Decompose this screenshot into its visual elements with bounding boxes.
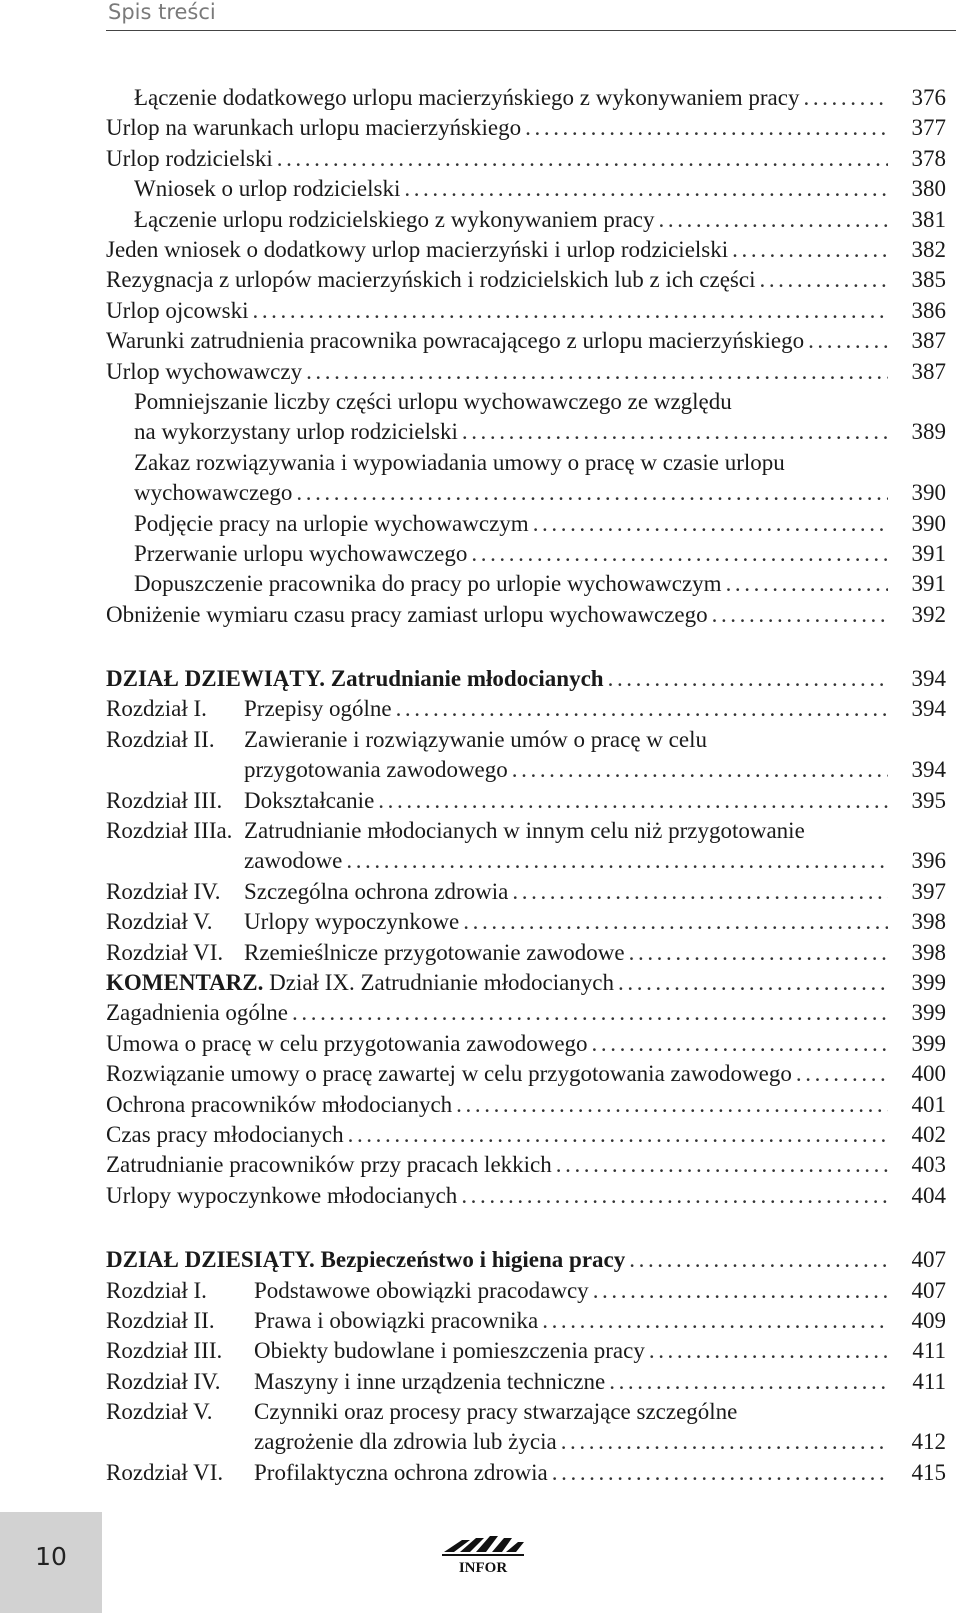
toc-entry — [106, 326, 946, 356]
toc-page-number: 399 — [911, 1030, 946, 1056]
dot-leader — [645, 1336, 888, 1366]
toc-chapter-label: Rozdział II. — [106, 1307, 215, 1333]
toc-entry-title: Urlopy wypoczynkowe młodocianych — [106, 1182, 458, 1208]
toc-page-number: 390 — [911, 510, 946, 536]
toc-entry-title: Zatrudnianie pracowników przy pracach lekkich — [106, 1152, 552, 1178]
toc-entry — [106, 907, 946, 937]
toc-entry-title: Zakaz rozwiązywania i wypowiadania umowy o pracę w czasie urlopu — [134, 449, 785, 475]
dot-leader — [538, 1306, 888, 1336]
toc-entry-title: Urlop na warunkach urlopu macierzyńskiego — [106, 115, 522, 141]
table-of-contents — [106, 83, 946, 1488]
toc-page-number: 407 — [911, 1277, 946, 1303]
toc-chapter-label: Rozdział V. — [106, 1399, 213, 1425]
toc-entry — [106, 1090, 946, 1120]
toc-entry-title: Przepisy ogólne — [244, 696, 392, 722]
toc-page-number: 389 — [911, 419, 946, 445]
toc-entry — [106, 1336, 946, 1366]
toc-page-number: 398 — [911, 909, 946, 935]
dot-leader — [708, 600, 888, 630]
dot-leader — [529, 509, 888, 539]
dot-leader — [288, 998, 888, 1028]
toc-page-number: 402 — [911, 1121, 946, 1147]
toc-page-number: 403 — [911, 1152, 946, 1178]
toc-page-number: 407 — [911, 1247, 946, 1273]
toc-entry-title: Zagadnienia ogólne — [106, 1000, 289, 1026]
toc-chapter-label: Rozdział III. — [106, 787, 223, 813]
toc-entry — [106, 448, 946, 509]
toc-entry-title-cont: zawodowe — [244, 848, 343, 874]
dot-leader — [804, 326, 888, 356]
dot-leader — [552, 1150, 888, 1180]
page-number-box — [0, 1512, 102, 1613]
toc-entry-title: Warunki zatrudnienia pracownika powracającego z urlopu macierzyńskiego — [106, 328, 805, 354]
toc-page-number: 391 — [911, 571, 946, 597]
toc-entry — [106, 387, 946, 448]
dot-leader — [457, 1181, 888, 1211]
toc-entry — [106, 1306, 946, 1336]
dot-leader — [374, 786, 888, 816]
toc-page-number: 398 — [911, 939, 946, 965]
toc-entry — [106, 664, 946, 694]
toc-entry-title — [106, 968, 614, 998]
dot-leader — [604, 664, 888, 694]
toc-entry-title: DZIAŁ DZIEWIĄTY. Zatrudnianie młodocianych — [106, 666, 604, 692]
toc-entry-title: Urlop ojcowski — [106, 297, 249, 323]
toc-entry — [106, 1029, 946, 1059]
toc-page-number: 411 — [912, 1338, 946, 1364]
toc-chapter-label: Rozdział VI. — [106, 1459, 224, 1485]
toc-entry-title: Profilaktyczna ochrona zdrowia — [254, 1459, 548, 1485]
toc-entry-title: Maszyny i inne urządzenia techniczne — [254, 1368, 606, 1394]
dot-leader — [508, 755, 888, 785]
toc-page-number: 381 — [911, 206, 946, 232]
toc-entry — [106, 235, 946, 265]
dot-leader — [728, 235, 888, 265]
toc-page-number: 412 — [911, 1429, 946, 1455]
dot-leader — [625, 1245, 888, 1275]
toc-entry — [106, 265, 946, 295]
toc-page-number: 409 — [911, 1307, 946, 1333]
toc-entry — [106, 205, 946, 235]
toc-entry — [106, 357, 946, 387]
toc-entry — [106, 1120, 946, 1150]
toc-entry — [106, 296, 946, 326]
dot-leader — [614, 968, 888, 998]
dot-leader — [548, 1458, 888, 1488]
toc-page-number: 397 — [911, 878, 946, 904]
dot-leader — [557, 1427, 888, 1457]
toc-entry — [106, 600, 946, 630]
toc-page-number: 376 — [911, 85, 946, 110]
toc-entry-title: Rozwiązanie umowy o pracę zawartej w celu przygotowania zawodowego — [106, 1061, 792, 1087]
section-gap — [106, 630, 946, 664]
toc-entry-title: Dokształcanie — [244, 787, 375, 813]
dot-leader — [344, 1120, 888, 1150]
toc-entry-title: Urlopy wypoczynkowe — [244, 909, 460, 935]
toc-entry-title-cont: przygotowania zawodowego — [244, 757, 508, 783]
toc-chapter-label: Rozdział V. — [106, 909, 213, 935]
dot-leader — [588, 1029, 888, 1059]
dot-leader — [452, 1090, 888, 1120]
toc-entry — [106, 1245, 946, 1275]
toc-page-number: 386 — [911, 297, 946, 323]
dot-leader — [655, 205, 889, 235]
toc-page-number: 411 — [912, 1368, 946, 1394]
toc-page-number: 401 — [911, 1091, 946, 1117]
toc-entry-title: Podstawowe obowiązki pracodawcy — [254, 1277, 589, 1303]
toc-entry-title: Rzemieślnicze przygotowanie zawodowe — [244, 939, 625, 965]
toc-entry-title: Urlop wychowawczy — [106, 358, 303, 384]
running-header — [106, 0, 956, 31]
toc-entry — [106, 1059, 946, 1089]
dot-leader — [755, 265, 888, 295]
toc-entry — [106, 1276, 946, 1306]
toc-entry — [106, 83, 946, 113]
toc-entry — [106, 1150, 946, 1180]
toc-entry-title: Prawa i obowiązki pracownika — [254, 1307, 539, 1333]
toc-entry — [106, 1367, 946, 1397]
toc-entry-bold-prefix: KOMENTARZ. — [106, 970, 264, 995]
toc-entry — [106, 1458, 946, 1488]
toc-entry-title: Ochrona pracowników młodocianych — [106, 1091, 453, 1117]
toc-entry-title: Podjęcie pracy na urlopie wychowawczym — [134, 510, 529, 536]
page-number: 10 — [35, 1542, 67, 1571]
toc-entry-title-cont: wychowawczego — [134, 480, 293, 506]
dot-leader — [458, 417, 888, 447]
toc-page-number: 394 — [911, 757, 946, 783]
dot-leader — [799, 83, 888, 113]
toc-entry — [106, 998, 946, 1028]
dot-leader — [605, 1367, 888, 1397]
toc-entry-title: Pomniejszanie liczby części urlopu wychowawczego ze względu — [134, 388, 732, 414]
toc-page-number: 390 — [911, 480, 946, 506]
dot-leader — [792, 1059, 888, 1089]
dot-leader — [521, 113, 888, 143]
dot-leader — [248, 296, 888, 326]
toc-chapter-label: Rozdział II. — [106, 726, 215, 752]
toc-entry — [106, 113, 946, 143]
dot-leader — [508, 877, 888, 907]
toc-entry — [106, 144, 946, 174]
dot-leader — [625, 938, 888, 968]
toc-page-number: 399 — [911, 1000, 946, 1026]
dot-leader — [459, 907, 888, 937]
toc-entry — [106, 877, 946, 907]
toc-entry-title: Umowa o pracę w celu przygotowania zawodowego — [106, 1030, 588, 1056]
toc-entry-title: Czas pracy młodocianych — [106, 1121, 344, 1147]
toc-entry-title-cont: na wykorzystany urlop rodzicielski — [134, 419, 458, 445]
toc-entry — [106, 569, 946, 599]
dot-leader — [342, 846, 888, 876]
toc-entry — [106, 725, 946, 786]
toc-entry-title: DZIAŁ DZIESIĄTY. Bezpieczeństwo i higiena pracy — [106, 1247, 626, 1273]
toc-page-number: 382 — [911, 236, 946, 262]
toc-entry-title: Przerwanie urlopu wychowawczego — [134, 540, 468, 566]
dot-leader — [273, 144, 888, 174]
toc-entry — [106, 694, 946, 724]
toc-entry-title: Łączenie dodatkowego urlopu macierzyńskiego z wykonywaniem pracy — [134, 85, 800, 110]
toc-entry-title: Wniosek o urlop rodzicielski — [134, 176, 401, 202]
dot-leader — [302, 357, 888, 387]
toc-entry-title: Czynniki oraz procesy pracy stwarzające szczególne — [254, 1399, 738, 1425]
toc-page-number: 387 — [911, 328, 946, 354]
toc-page-number: 378 — [911, 145, 946, 171]
toc-page-number: 377 — [911, 115, 946, 141]
toc-page-number: 415 — [911, 1459, 946, 1485]
toc-page-number: 392 — [911, 601, 946, 627]
toc-page-number: 387 — [911, 358, 946, 384]
toc-page-number: 394 — [911, 696, 946, 722]
toc-entry-title: Urlop rodzicielski — [106, 145, 273, 171]
toc-entry — [106, 509, 946, 539]
toc-entry-title: Obniżenie wymiaru czasu pracy zamiast urlopu wychowawczego — [106, 601, 708, 627]
logo-text: INFOR — [458, 1560, 508, 1576]
toc-entry-title-cont: zagrożenie dla zdrowia lub życia — [254, 1429, 557, 1455]
toc-entry — [106, 1181, 946, 1211]
toc-page-number: 400 — [911, 1061, 946, 1087]
toc-entry — [106, 816, 946, 877]
dot-leader — [400, 174, 888, 204]
toc-page-number: 385 — [911, 267, 946, 293]
toc-entry — [106, 938, 946, 968]
toc-entry-title: Szczególna ochrona zdrowia — [244, 878, 509, 904]
dot-leader — [589, 1276, 888, 1306]
toc-entry-title: Obiekty budowlane i pomieszczenia pracy — [254, 1338, 645, 1364]
toc-entry — [106, 539, 946, 569]
toc-chapter-label: Rozdział I. — [106, 1277, 207, 1303]
toc-entry — [106, 968, 946, 998]
toc-entry-title: Dopuszczenie pracownika do pracy po urlopie wychowawczym — [134, 571, 722, 597]
toc-page-number: 391 — [911, 540, 946, 566]
toc-chapter-label: Rozdział I. — [106, 696, 207, 722]
toc-page-number: 399 — [911, 970, 946, 995]
infor-logo — [440, 1532, 526, 1576]
toc-page-number: 396 — [911, 848, 946, 874]
toc-page-number: 380 — [911, 176, 946, 202]
toc-entry — [106, 174, 946, 204]
dot-leader — [467, 539, 888, 569]
dot-leader — [292, 478, 888, 508]
toc-page-number: 394 — [911, 666, 946, 692]
toc-entry — [106, 786, 946, 816]
toc-chapter-label: Rozdział IIIa. — [106, 818, 233, 844]
toc-chapter-label: Rozdział IV. — [106, 1368, 221, 1394]
toc-entry-title: Jeden wniosek o dodatkowy urlop macierzyński i urlop rodzicielski — [106, 236, 729, 262]
header-title: Spis treści — [108, 0, 216, 24]
dot-leader — [392, 694, 888, 724]
toc-entry-title: Rezygnacja z urlopów macierzyńskich i rodzicielskich lub z ich części — [106, 267, 756, 293]
toc-page-number: 404 — [911, 1182, 946, 1208]
toc-page-number: 395 — [911, 787, 946, 813]
toc-entry — [106, 1397, 946, 1458]
toc-entry-title: Zatrudnianie młodocianych w innym celu niż przygotowanie — [244, 818, 805, 844]
section-gap — [106, 1211, 946, 1245]
toc-entry-title: Zawieranie i rozwiązywanie umów o pracę w celu — [244, 726, 707, 752]
toc-chapter-label: Rozdział VI. — [106, 939, 224, 965]
toc-chapter-label: Rozdział IV. — [106, 878, 221, 904]
toc-entry-title: Łączenie urlopu rodzicielskiego z wykonywaniem pracy — [134, 206, 655, 232]
toc-entry-title-rest: Dział IX. Zatrudnianie młodocianych — [263, 970, 615, 995]
dot-leader — [722, 569, 888, 599]
toc-chapter-label: Rozdział III. — [106, 1338, 223, 1364]
